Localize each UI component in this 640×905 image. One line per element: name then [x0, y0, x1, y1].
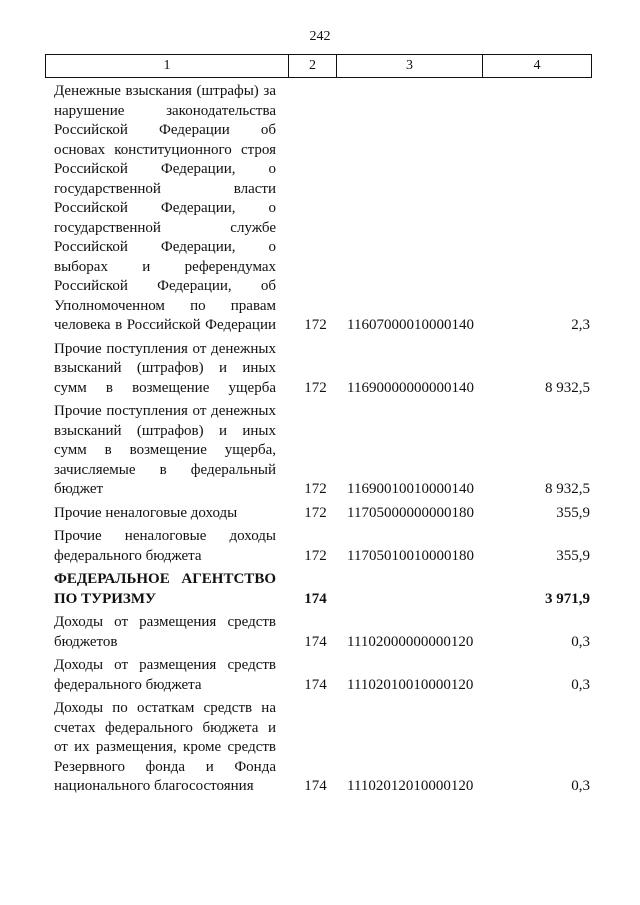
row-budget-code: 11705000000000180 [347, 504, 474, 521]
description-line: ФЕДЕРАЛЬНОЕ АГЕНТСТВО [54, 571, 276, 587]
description-line: Российской Федерации, о [54, 239, 276, 255]
header-col-4: 4 [533, 58, 541, 73]
table-row [54, 82, 592, 336]
row-budget-code: 11102012010000120 [347, 778, 474, 794]
description-line: бюджетов [54, 633, 118, 650]
row-admin-code: 172 [304, 547, 327, 564]
description-line: Уполномоченном по правам [54, 297, 276, 314]
description-line: сумм в возмещение ущерба, [54, 442, 276, 458]
row-description [54, 340, 276, 399]
header-col-3: 3 [337, 55, 483, 77]
description-line: Прочие неналоговые доходы [54, 528, 276, 544]
description-line: государственной службе [54, 219, 276, 236]
description-line: национального благосостояния [54, 778, 254, 794]
table-row [54, 527, 592, 566]
row-amount: 8 932,5 [545, 481, 590, 497]
row-admin-code: 174 [304, 778, 327, 794]
table-row [54, 570, 592, 609]
description-line: Прочие неналоговые доходы [54, 504, 238, 521]
page-number: 242 [309, 29, 331, 44]
row-description [54, 570, 276, 609]
description-line: взысканий (штрафов) и иных [54, 360, 276, 376]
description-line: выборах и референдумах [54, 258, 276, 275]
description-line: Прочие поступления от денежных [54, 403, 276, 419]
table-row [54, 699, 592, 797]
row-budget-code: 11102000000000120 [347, 633, 474, 650]
description-line: государственной власти [54, 180, 276, 197]
row-amount: 3 971,9 [545, 590, 590, 607]
description-line: счетах федерального бюджета и [54, 719, 276, 736]
row-description [54, 613, 276, 652]
row-admin-code: 174 [304, 676, 327, 693]
description-line: Прочие поступления от денежных [54, 340, 276, 357]
row-amount: 8 932,5 [545, 379, 590, 396]
row-budget-code: 11705010010000180 [347, 547, 474, 564]
description-line: Денежные взыскания (штрафы) за [54, 83, 276, 99]
row-amount: 0,3 [571, 778, 590, 794]
row-description [54, 82, 276, 336]
description-line: сумм в возмещение ущерба [54, 379, 276, 396]
row-admin-code: 172 [304, 379, 327, 396]
row-description [54, 699, 276, 797]
row-admin-code: 174 [304, 633, 327, 650]
description-line: Резервного фонда и Фонда [54, 758, 276, 775]
description-line: от их размещения, кроме средств [54, 739, 276, 755]
description-line: ПО ТУРИЗМУ [54, 590, 157, 607]
row-amount: 355,9 [556, 504, 590, 521]
description-line: федерального бюджета [54, 547, 202, 564]
description-line: зачисляемые в федеральный [54, 461, 276, 478]
table-row [54, 613, 592, 652]
description-line: Российской Федерации, об [54, 278, 276, 294]
row-amount: 0,3 [571, 676, 590, 693]
description-line: Доходы от размещения средств [54, 614, 276, 630]
description-line: нарушение законодательства [54, 102, 276, 119]
table-row [54, 402, 592, 500]
description-line: Российской Федерации, о [54, 200, 276, 216]
header-col-1: 1 [46, 55, 289, 77]
description-line: федерального бюджета [54, 676, 202, 693]
description-line: взысканий (штрафов) и иных [54, 422, 276, 439]
row-amount: 0,3 [571, 633, 590, 650]
description-line: Доходы по остаткам средств на [54, 700, 276, 716]
row-admin-code: 174 [304, 590, 327, 607]
row-amount: 355,9 [556, 547, 590, 564]
row-budget-code: 11607000010000140 [347, 317, 474, 333]
description-line: Российской Федерации, о [54, 161, 276, 177]
description-line: основах конституционного строя [54, 141, 276, 158]
row-description [54, 527, 276, 566]
row-admin-code: 172 [304, 481, 327, 497]
description-line: бюджет [54, 481, 104, 497]
row-admin-code: 172 [304, 317, 327, 333]
description-line: человека в Российской Федерации [54, 317, 276, 333]
table-row [54, 656, 592, 695]
row-description [54, 402, 276, 500]
table-row [54, 340, 592, 399]
row-budget-code: 11690010010000140 [347, 481, 474, 497]
row-admin-code: 172 [304, 504, 327, 521]
row-budget-code: 11102010010000120 [347, 676, 474, 693]
table-row [54, 504, 592, 524]
description-line: Доходы от размещения средств [54, 657, 276, 673]
row-description [54, 656, 276, 695]
description-line: Российской Федерации об [54, 122, 276, 138]
header-col-2: 2 [289, 55, 337, 77]
row-amount: 2,3 [571, 317, 590, 333]
row-description [54, 504, 276, 524]
row-budget-code: 11690000000000140 [347, 379, 474, 396]
table-header [45, 54, 592, 78]
table-body [54, 82, 592, 801]
